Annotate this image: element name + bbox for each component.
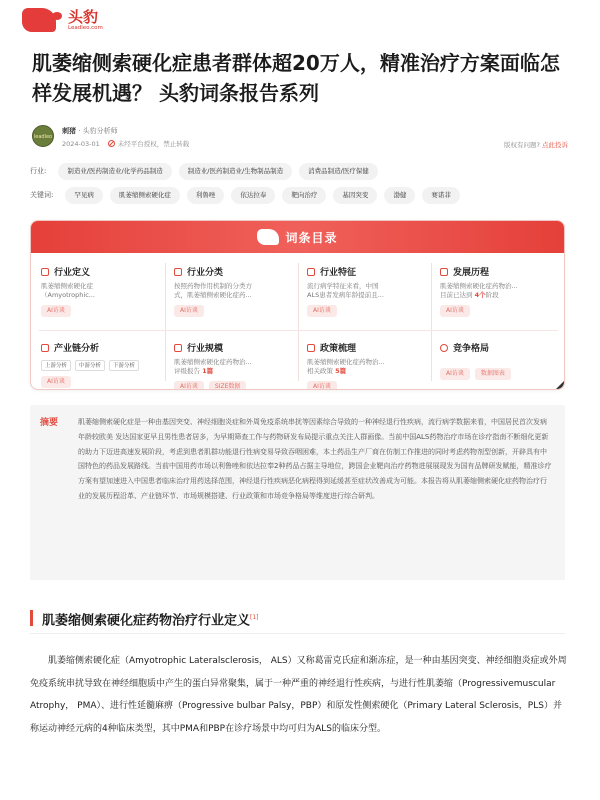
leopard-logo-icon (22, 8, 56, 32)
complaint-link[interactable]: 点此投诉 (542, 141, 568, 149)
ai-interview-button[interactable]: AI访谈 (41, 305, 71, 317)
copyright-notice: 未经平台授权，禁止转载 (117, 140, 190, 148)
dir-item-title: 政策梳理 (320, 344, 357, 354)
dir-item-title: 产业链分析 (54, 344, 100, 354)
question-prefix: 版权有问题? (503, 141, 540, 149)
leopard-icon (257, 229, 279, 245)
dir-item-desc: 肌萎缩侧索硬化症 （Amyotrophic... (41, 282, 95, 299)
industry-label: 行业: (30, 167, 47, 175)
dir-item-desc: 肌萎缩侧索硬化症药物治... 评级报告 1篇 (174, 358, 252, 375)
brand-logo[interactable] (22, 8, 103, 32)
policy-doc-icon (307, 344, 315, 352)
ai-interview-button[interactable]: AI访谈 (440, 368, 470, 380)
publish-date: 2024-03-01 (62, 140, 100, 148)
dir-item-desc: 肌萎缩侧索硬化症药物治... 相关政策 5篇 (307, 358, 385, 375)
reference-link[interactable]: [1] (250, 614, 259, 621)
dir-item-desc: 按照药物作用机制的分类方 式，肌萎缩侧索硬化症药... (174, 282, 252, 299)
midstream-tag[interactable]: 中游分析 (75, 360, 105, 371)
ai-interview-button[interactable]: AI访谈 (174, 381, 204, 390)
author-name[interactable]: 刺猪 (62, 127, 76, 135)
page-title: 肌萎缩侧索硬化症患者群体超20万人，精准治疗方案面临怎样发展机遇？ 头豹词条报告系列 (32, 51, 560, 105)
keyword-tag[interactable]: 依达拉奉 (231, 187, 275, 204)
chain-icon (41, 344, 49, 352)
author-bar (32, 125, 568, 153)
dir-item-policy[interactable] (307, 341, 429, 390)
upstream-tag[interactable]: 上游分析 (41, 360, 71, 371)
features-icon (307, 268, 315, 276)
directory-title: 词条目录 (285, 230, 338, 245)
dir-item-title: 行业分类 (187, 268, 224, 278)
keyword-tag[interactable]: 利鲁唑 (187, 187, 225, 204)
definition-paragraph: 肌萎缩侧索硬化症（Amyotrophic Lateralsclerosis， ALS）又称葛雷克氏症和渐冻症，是一种由基因突变、神经细胞炎症或外周免疫系统串扰导致在神经细胞质中产生的蛋白异常聚集，属于一种严重的神经退行性疾病，与进行性肌萎缩（Progressivemuscular Atrophy， PMA）、进行性延髓麻痹（Progressive bulbar Palsy，PBP）和原发性侧索硬化（Primary Lateral Sclerosis，PLS）并称运动神经元病的4种临床类型，其中PMA和PBP在诊疗场景中均可归为ALS的临床分型。 (30, 656, 567, 734)
publish-meta (62, 139, 189, 148)
pie-chart-icon (440, 344, 448, 352)
dir-item-title: 发展历程 (453, 268, 490, 278)
dir-item-classification[interactable] (174, 265, 296, 325)
keyword-tag[interactable]: 靶向治疗 (282, 187, 326, 204)
ai-interview-button[interactable]: AI访谈 (307, 381, 337, 390)
abstract-box (30, 405, 565, 580)
hierarchy-icon (174, 268, 182, 276)
industry-tag[interactable]: 消费品制造/医疗保健 (299, 163, 378, 180)
no-reprint-icon (108, 140, 115, 147)
copyright-question (504, 140, 568, 149)
author-info (62, 126, 118, 136)
dir-item-market-size[interactable] (174, 341, 296, 390)
author-role: · 头豹分析师 (78, 127, 118, 135)
downstream-tag[interactable]: 下游分析 (109, 360, 139, 371)
dir-item-industry-chain[interactable] (41, 341, 163, 390)
ai-interview-button[interactable]: AI访谈 (174, 305, 204, 317)
dir-item-definition[interactable] (41, 265, 163, 325)
industry-tag[interactable]: 制造业/医药制造业/化学药品制造 (58, 163, 171, 180)
data-chart-button[interactable]: 数据图表 (475, 368, 511, 380)
abstract-label: 摘要 (40, 418, 59, 428)
bar-chart-icon (174, 344, 182, 352)
section-divider (30, 633, 565, 634)
brand-name: 头豹 (68, 7, 99, 26)
keyword-label: 关键词: (30, 191, 54, 199)
bar-chart-icon (440, 268, 448, 276)
keyword-tag[interactable]: 基因突变 (333, 187, 377, 204)
keyword-tag[interactable]: 赛诺菲 (422, 187, 460, 204)
directory-grid (31, 253, 565, 390)
keyword-tag[interactable]: 渤健 (384, 187, 415, 204)
section-accent-bar (30, 610, 33, 626)
dir-item-history[interactable] (440, 265, 562, 325)
ai-interview-button[interactable]: AI访谈 (440, 305, 470, 317)
brand-url: Leadleo.com (68, 24, 103, 31)
corner-fold-icon (556, 381, 564, 389)
search-doc-icon (41, 268, 49, 276)
dir-item-competition[interactable] (440, 341, 562, 390)
keyword-tag[interactable]: 肌萎缩侧索硬化症 (110, 187, 180, 204)
dir-item-desc: 肌萎缩侧索硬化症药物治... 目前已达到 4个阶段 (440, 282, 518, 299)
directory-header (31, 221, 564, 253)
section-title: 肌萎缩侧索硬化症药物治疗行业定义[1] (42, 613, 259, 629)
entry-directory (30, 220, 565, 390)
industry-tags (30, 162, 385, 180)
dir-item-title: 行业定义 (54, 268, 91, 278)
section-heading (30, 608, 565, 630)
dir-item-desc: 流行病学特征来看，中国 ALS患者发病年龄提前且... (307, 282, 384, 299)
keyword-tag[interactable]: 罕见病 (65, 187, 103, 204)
ai-interview-button[interactable]: AI访谈 (41, 376, 71, 388)
dir-item-title: 行业特征 (320, 268, 357, 278)
abstract-text: 肌萎缩侧索硬化症是一种由基因突变、神经细胞炎症和外周免疫系统串扰等因素综合导致的一种神经退行性疾病，流行病学数据来看，中国居民首次发病年龄较欧美 发达国家更早且男性患者居多，为早期筛查工作与药物研发布局提示重点关注人群画像。当前中国ALS药物治疗市场在诊疗指南不断细化更新的助力下迈进高速发展阶段，考虑到患者肌群功能退行性病变易导致吞咽困难，本土药品生产厂商在仿制工作推进的同时考虑药物剂型创新，开辟具有中国特色的药品发展路线。当前中国用药市场以利鲁唑和依达拉奉2种药品占据主导地位，跨国企业靶向治疗药物进展展现发为国有品牌研发赋能，精准诊疗方案有望加速进入中国患者临床治疗用药选择范围，神经退行性疾病恶化病程得到延缓甚至症状改善成为可能。本报告将从肌萎缩侧索硬化症药物治疗行业的发展历程沿革、产业链环节、市场规模搭建、行业政策和市场竞争格局等维度进行综合研判。 (78, 418, 552, 500)
dir-item-title: 行业规模 (187, 344, 224, 354)
dir-item-features[interactable] (307, 265, 429, 325)
keyword-tags (30, 186, 467, 204)
industry-tag[interactable]: 制造业/医药制造业/生物制品制造 (179, 163, 292, 180)
dir-item-title: 竞争格局 (453, 344, 490, 354)
ai-interview-button[interactable]: AI访谈 (307, 305, 337, 317)
avatar[interactable]: leadleo (32, 125, 54, 147)
size-data-button[interactable]: SIZE数据 (209, 381, 246, 390)
